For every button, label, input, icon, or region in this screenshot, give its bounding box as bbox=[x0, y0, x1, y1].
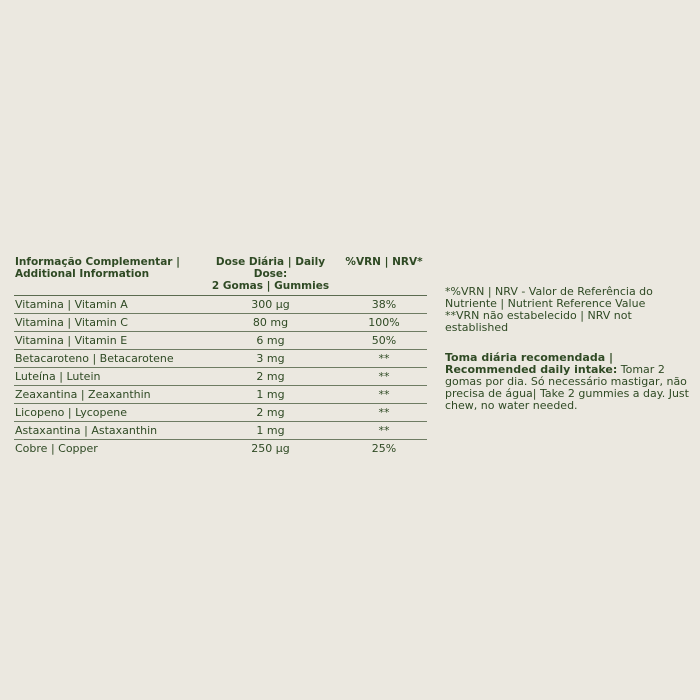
table-row bbox=[14, 332, 427, 350]
table-row bbox=[14, 350, 427, 368]
nutrient-dose: 3 mg bbox=[200, 350, 340, 368]
nutrient-nrv: 100% bbox=[340, 314, 427, 332]
nutrient-nrv: ** bbox=[340, 404, 427, 422]
nutrient-name: Cobre | Copper bbox=[15, 442, 98, 455]
recommended-intake bbox=[445, 352, 690, 412]
table-row bbox=[14, 422, 427, 440]
table-row bbox=[14, 296, 427, 314]
nutrient-name: Astaxantina | Astaxanthin bbox=[14, 422, 200, 440]
nutrient-dose: 2 mg bbox=[200, 404, 340, 422]
nutrient-dose: 1 mg bbox=[200, 422, 340, 440]
header-line: Dose Diária | Daily Dose: bbox=[215, 256, 326, 280]
table-row bbox=[14, 386, 427, 404]
header-line: Additional Information bbox=[15, 268, 150, 280]
nutrient-dose: 6 mg bbox=[200, 332, 340, 350]
footnote-nrv: *%VRN | NRV - Valor de Referência do Nutriente | Nutrient Reference Value bbox=[445, 285, 653, 310]
nutrient-nrv: 38% bbox=[340, 296, 427, 314]
header-line: 2 Gomas | Gummies bbox=[211, 280, 330, 292]
footnote-not-established: **VRN não estabelecido | NRV not established bbox=[445, 309, 632, 334]
nutrient-name: Licopeno | Lycopene bbox=[14, 404, 200, 422]
nutrient-name: Vitamina | Vitamin C bbox=[14, 314, 200, 332]
nutrient-dose: 1 mg bbox=[200, 386, 340, 404]
intake-text: Tomar 2 gomas por dia. Só necessário mastigar, não precisa de água| Take 2 gummies a day. Just chew, no water needed. bbox=[445, 363, 689, 412]
nutrient-nrv: 50% bbox=[340, 332, 427, 350]
table-row bbox=[14, 440, 427, 458]
nutrition-table bbox=[14, 254, 427, 457]
nutrient-name: Betacaroteno | Betacarotene bbox=[14, 350, 200, 368]
nutrient-name: Zeaxantina | Zeaxanthin bbox=[14, 386, 200, 404]
intake-title: Toma diária recomendada | Recommended daily intake: bbox=[445, 351, 618, 376]
nutrient-nrv: ** bbox=[340, 386, 427, 404]
nutrient-nrv: ** bbox=[340, 350, 427, 368]
nutrient-name: Vitamina | Vitamin E bbox=[14, 332, 200, 350]
table-row bbox=[14, 368, 427, 386]
nutrient-dose: 250 µg bbox=[251, 442, 290, 455]
nutrition-table-container bbox=[14, 254, 427, 457]
nutrient-dose: 80 mg bbox=[200, 314, 340, 332]
nutrient-nrv: ** bbox=[340, 368, 427, 386]
header-nrv bbox=[340, 254, 427, 296]
nutrient-name: Luteína | Lutein bbox=[14, 368, 200, 386]
table-header-row bbox=[14, 254, 427, 296]
nutrient-dose: 2 mg bbox=[200, 368, 340, 386]
header-line: %VRN | NRV* bbox=[345, 256, 423, 268]
nutrient-name: Vitamina | Vitamin A bbox=[14, 296, 200, 314]
header-additional-information bbox=[14, 254, 200, 296]
table-row bbox=[14, 314, 427, 332]
nutrient-nrv: ** bbox=[340, 422, 427, 440]
header-line: Informação Complementar | bbox=[15, 256, 180, 268]
table-row bbox=[14, 404, 427, 422]
header-daily-dose bbox=[200, 254, 340, 296]
nrv-footnotes bbox=[445, 286, 690, 334]
nutrient-nrv: 25% bbox=[371, 442, 397, 455]
nutrient-dose: 300 µg bbox=[200, 296, 340, 314]
